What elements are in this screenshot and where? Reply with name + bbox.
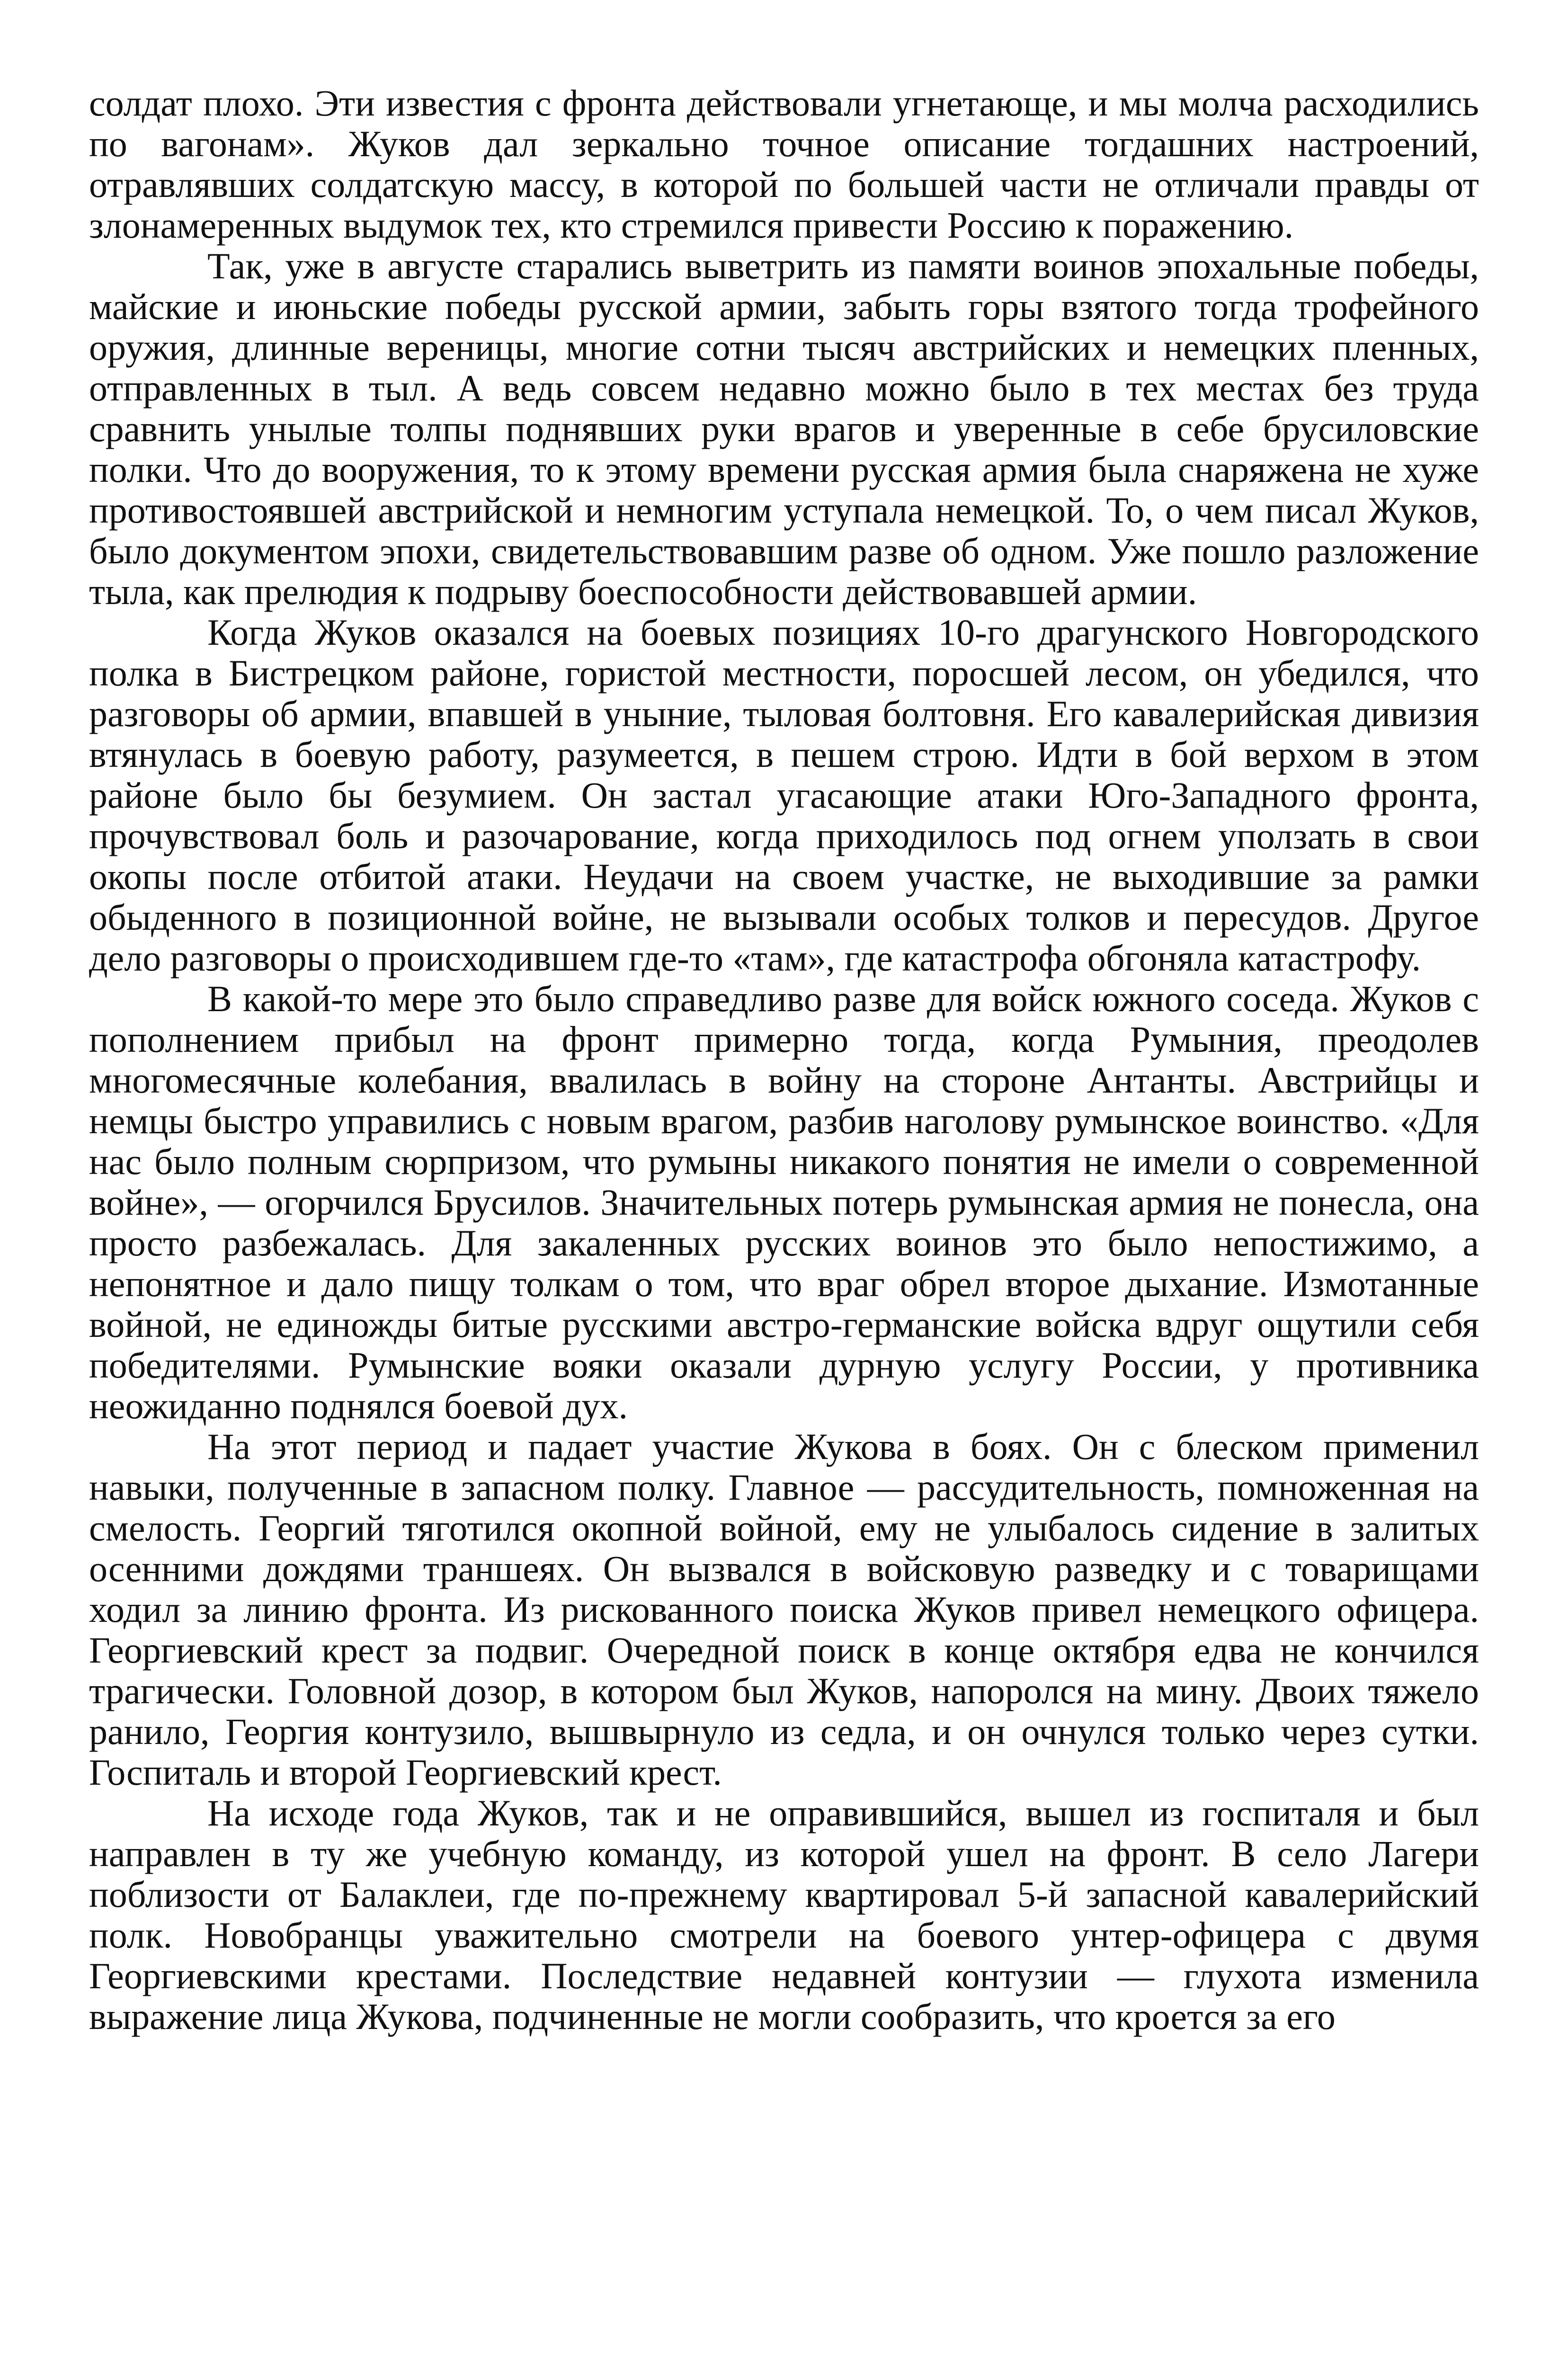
paragraph: солдат плохо. Эти известия с фронта действовали угнетающе, и мы молча расходились по вагонам». Жуков дал зеркально точное описание тогдашних настроений, отравлявших солдатскую массу, в которой по большей части не отличали правды от злонамеренных выдумок тех, кто стремился привести Россию к поражению. (89, 82, 1479, 246)
paragraph: В какой-то мере это было справедливо разве для войск южного соседа. Жуков с пополнением прибыл на фронт примерно тогда, когда Румыния, преодолев многомесячные колебания, ввалилась в войну на стороне Антанты. Австрийцы и немцы быстро управились с новым врагом, разбив наголову румынское воинство. «Для нас было полным сюрпризом, что румыны никакого понятия не имели о современной войне», — огорчился Брусилов. Значительных потерь румынская армия не понесла, она просто разбежалась. Для закаленных русских воинов это было непостижимо, а непонятное и дало пищу толкам о том, что враг обрел второе дыхание. Измотанные войной, не единожды битые русскими австро-германские войска вдруг ощутили себя победителями. Румынские вояки оказали дурную услугу России, у противника неожиданно поднялся боевой дух. (89, 978, 1479, 1426)
page-body (89, 83, 1479, 2037)
paragraph: На исходе года Жуков, так и не оправившийся, вышел из госпиталя и был направлен в ту же учебную команду, из которой ушел на фронт. В село Лагери поблизости от Балаклеи, где по-прежнему квартировал 5-й запасной кавалерийский полк. Новобранцы уважительно смотрели на боевого унтер-офицера с двумя Георгиевскими крестами. Последствие недавней контузии — глухота изменила выражение лица Жукова, подчиненные не могли сообразить, что кроется за его (89, 1792, 1479, 2037)
paragraph: На этот период и падает участие Жукова в боях. Он с блеском применил навыки, полученные в запасном полку. Главное — рассудительность, помноженная на смелость. Георгий тяготился окопной войной, ему не улыбалось сидение в залитых осенними дождями траншеях. Он вызвался в войсковую разведку и с товарищами ходил за линию фронта. Из рискованного поиска Жуков привел немецкого офицера. Георгиевский крест за подвиг. Очередной поиск в конце октября едва не кончился трагически. Головной дозор, в котором был Жуков, напоролся на мину. Двоих тяжело ранило, Георгия контузило, вышвырнуло из седла, и он очнулся только через сутки. Госпиталь и второй Георгиевский крест. (89, 1426, 1479, 1793)
paragraph: Так, уже в августе старались выветрить из памяти воинов эпохальные победы, майские и июньские победы русской армии, забыть горы взятого тогда трофейного оружия, длинные вереницы, многие сотни тысяч австрийских и немецких пленных, отправленных в тыл. А ведь совсем недавно можно было в тех местах без труда сравнить унылые толпы поднявших руки врагов и уверенные в себе брусиловские полки. Что до вооружения, то к этому времени русская армия была снаряжена не хуже противостоявшей австрийской и немногим уступала немецкой. То, о чем писал Жуков, было документом эпохи, свидетельствовавшим разве об одном. Уже пошло разложение тыла, как прелюдия к подрыву боеспособности действовавшей армии. (89, 245, 1479, 612)
paragraph: Когда Жуков оказался на боевых позициях 10-го драгунского Новгородского полка в Бистрецком районе, гористой местности, поросшей лесом, он убедился, что разговоры об армии, впавшей в уныние, тыловая болтовня. Его кавалерийская дивизия втянулась в боевую работу, разумеется, в пешем строю. Идти в бой верхом в этом районе было бы безумием. Он застал угасающие атаки Юго-Западного фронта, прочувствовал боль и разочарование, когда приходилось под огнем уползать в свои окопы после отбитой атаки. Неудачи на своем участке, не выходившие за рамки обыденного в позиционной войне, не вызывали особых толков и пересудов. Другое дело разговоры о происходившем где-то «там», где катастрофа обгоняла катастрофу. (89, 612, 1479, 979)
